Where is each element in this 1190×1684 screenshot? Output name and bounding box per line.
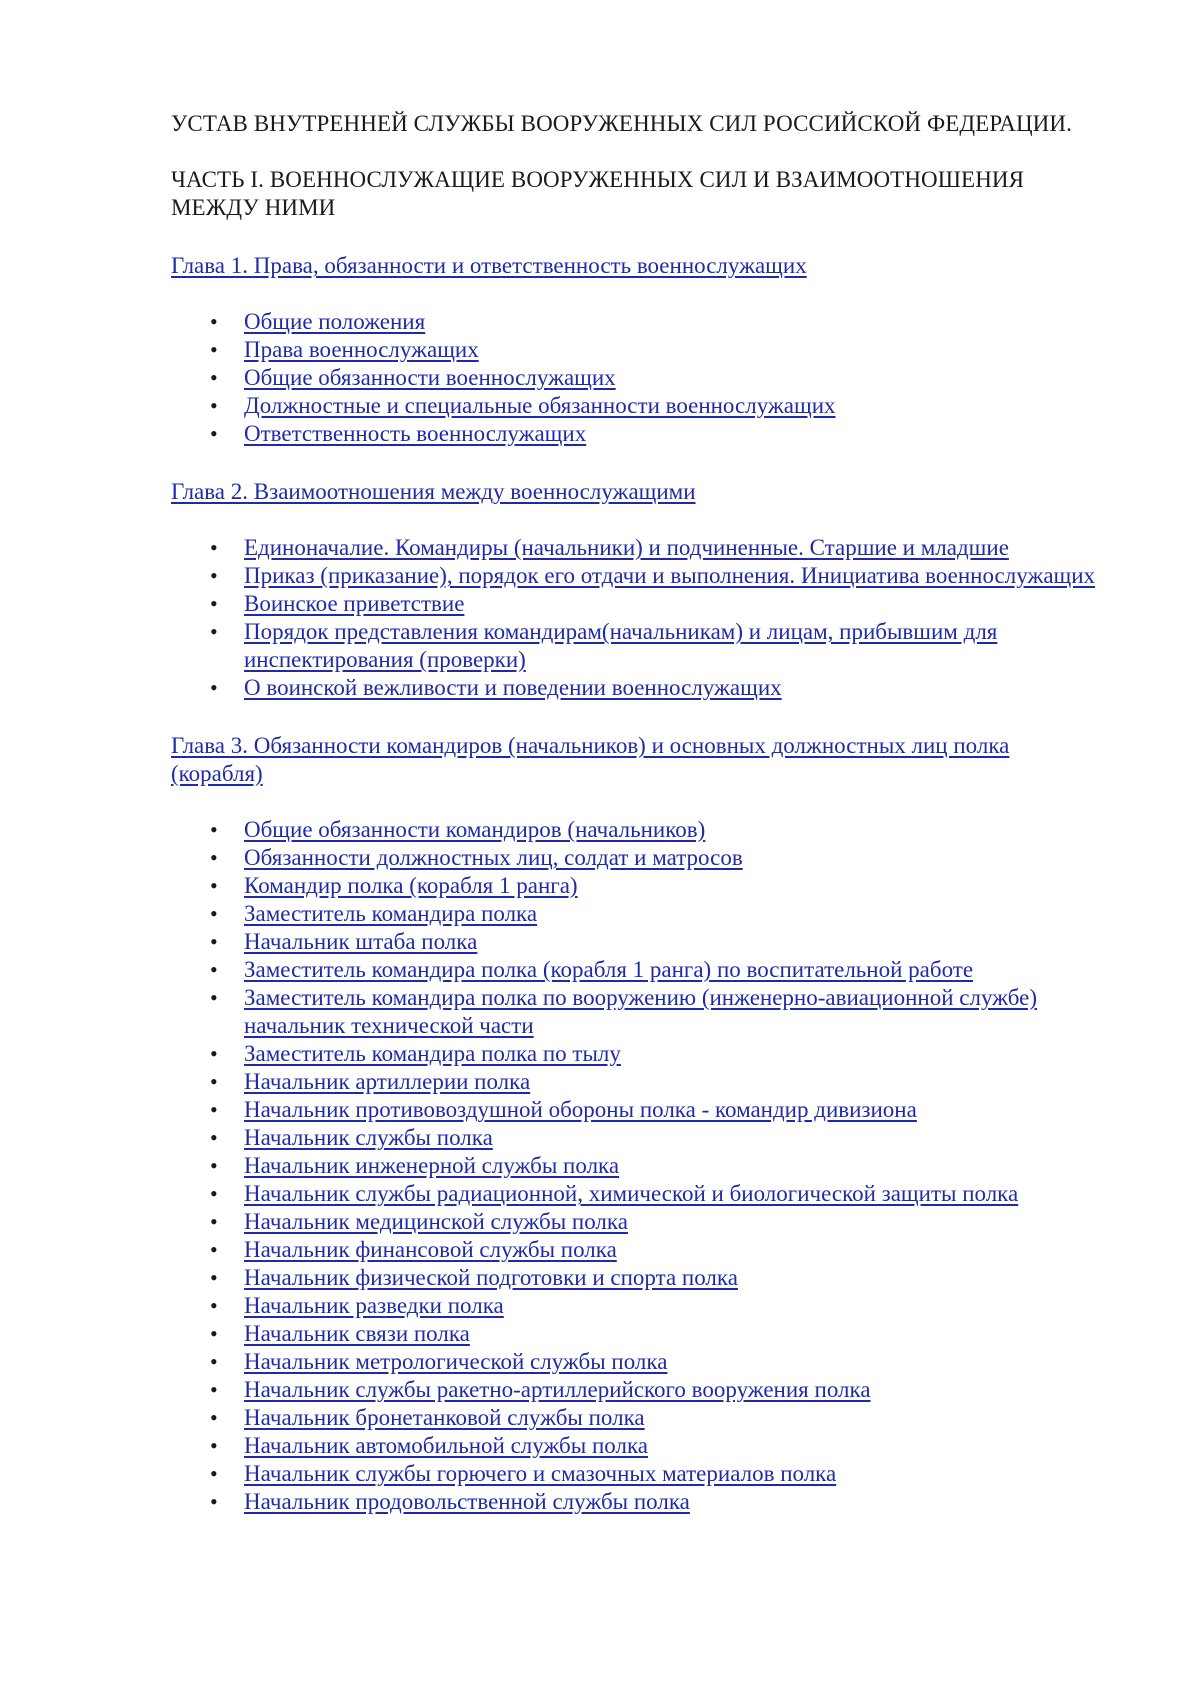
bullet-icon: • bbox=[210, 957, 218, 982]
section-link[interactable]: Начальник метрологической службы полка bbox=[244, 1349, 668, 1374]
list-item bbox=[171, 1320, 1101, 1348]
list-item bbox=[171, 420, 1101, 448]
section-link[interactable]: Должностные и специальные обязанности военнослужащих bbox=[244, 393, 836, 418]
bullet-icon: • bbox=[210, 309, 218, 334]
list-item bbox=[171, 816, 1101, 844]
section-link[interactable]: Начальник автомобильной службы полка bbox=[244, 1433, 648, 1458]
chapter-3 bbox=[171, 732, 1101, 1516]
bullet-icon: • bbox=[210, 563, 218, 588]
bullet-icon: • bbox=[210, 1069, 218, 1094]
section-link[interactable]: Ответственность военнослужащих bbox=[244, 421, 587, 446]
list-item bbox=[171, 984, 1101, 1040]
section-link[interactable]: Начальник противовоздушной обороны полка - командир дивизиона bbox=[244, 1097, 917, 1122]
chapter-link-3[interactable]: Глава 3. Обязанности командиров (начальников) и основных должностных лиц полка (корабля) bbox=[171, 733, 1010, 786]
section-link[interactable]: Начальник разведки полка bbox=[244, 1293, 504, 1318]
section-link[interactable]: Начальник физической подготовки и спорта полка bbox=[244, 1265, 738, 1290]
bullet-icon: • bbox=[210, 901, 218, 926]
list-item bbox=[171, 900, 1101, 928]
section-link[interactable]: Приказ (приказание), порядок его отдачи и выполнения. Инициатива военнослужащих bbox=[244, 563, 1096, 588]
section-link[interactable]: О воинской вежливости и поведении военнослужащих bbox=[244, 675, 782, 700]
list-item bbox=[171, 928, 1101, 956]
section-link[interactable]: Общие обязанности военнослужащих bbox=[244, 365, 616, 390]
section-link[interactable]: Командир полка (корабля 1 ранга) bbox=[244, 873, 578, 898]
list-item bbox=[171, 1404, 1101, 1432]
section-link[interactable]: Начальник инженерной службы полка bbox=[244, 1153, 620, 1178]
section-link[interactable]: Общие обязанности командиров (начальников) bbox=[244, 817, 706, 842]
list-item bbox=[171, 1264, 1101, 1292]
list-item bbox=[171, 1376, 1101, 1404]
bullet-icon: • bbox=[210, 845, 218, 870]
list-item bbox=[171, 364, 1101, 392]
bullet-icon: • bbox=[210, 817, 218, 842]
section-link[interactable]: Заместитель командира полка (корабля 1 ранга) по воспитательной работе bbox=[244, 957, 974, 982]
list-item bbox=[171, 308, 1101, 336]
list-item bbox=[171, 562, 1101, 590]
section-list bbox=[171, 534, 1101, 702]
bullet-icon: • bbox=[210, 1293, 218, 1318]
list-item bbox=[171, 956, 1101, 984]
bullet-icon: • bbox=[210, 365, 218, 390]
section-link[interactable]: Заместитель командира полка по тылу bbox=[244, 1041, 621, 1066]
bullet-icon: • bbox=[210, 1349, 218, 1374]
list-item bbox=[171, 1124, 1101, 1152]
bullet-icon: • bbox=[210, 1321, 218, 1346]
list-item bbox=[171, 392, 1101, 420]
bullet-icon: • bbox=[210, 1461, 218, 1486]
bullet-icon: • bbox=[210, 1405, 218, 1430]
bullet-icon: • bbox=[210, 1265, 218, 1290]
bullet-icon: • bbox=[210, 675, 218, 700]
section-link[interactable]: Начальник штаба полка bbox=[244, 929, 478, 954]
list-item bbox=[171, 1096, 1101, 1124]
bullet-icon: • bbox=[210, 1209, 218, 1234]
list-item bbox=[171, 1292, 1101, 1320]
list-item bbox=[171, 1152, 1101, 1180]
chapter-link-2[interactable]: Глава 2. Взаимоотношения между военнослужащими bbox=[171, 479, 696, 504]
section-link[interactable]: Единоначалие. Командиры (начальники) и подчиненные. Старшие и младшие bbox=[244, 535, 1009, 560]
bullet-icon: • bbox=[210, 619, 218, 644]
list-item bbox=[171, 1432, 1101, 1460]
list-item bbox=[171, 1208, 1101, 1236]
section-link[interactable]: Начальник службы радиационной, химической и биологической защиты полка bbox=[244, 1181, 1019, 1206]
list-item bbox=[171, 336, 1101, 364]
section-link[interactable]: Права военнослужащих bbox=[244, 337, 479, 362]
list-item bbox=[171, 590, 1101, 618]
chapter-1 bbox=[171, 252, 1101, 448]
chapter-link-1[interactable]: Глава 1. Права, обязанности и ответственность военнослужащих bbox=[171, 253, 807, 278]
section-link[interactable]: Начальник финансовой службы полка bbox=[244, 1237, 617, 1262]
section-link[interactable]: Воинское приветствие bbox=[244, 591, 465, 616]
list-item bbox=[171, 844, 1101, 872]
list-item bbox=[171, 1180, 1101, 1208]
bullet-icon: • bbox=[210, 337, 218, 362]
section-list bbox=[171, 308, 1101, 448]
document-title: УСТАВ ВНУТРЕННЕЙ СЛУЖБЫ ВООРУЖЕННЫХ СИЛ РОССИЙСКОЙ ФЕДЕРАЦИИ. bbox=[171, 111, 1072, 136]
section-link[interactable]: Начальник медицинской службы полка bbox=[244, 1209, 628, 1234]
list-item bbox=[171, 674, 1101, 702]
section-link[interactable]: Общие положения bbox=[244, 309, 426, 334]
bullet-icon: • bbox=[210, 1237, 218, 1262]
part-title: ЧАСТЬ I. ВОЕННОСЛУЖАЩИЕ ВООРУЖЕННЫХ СИЛ И ВЗАИМООТНОШЕНИЯ МЕЖДУ НИМИ bbox=[171, 167, 1025, 220]
bullet-icon: • bbox=[210, 1125, 218, 1150]
section-link[interactable]: Порядок представления командирам(начальникам) и лицам, прибывшим для инспектирования (проверки) bbox=[244, 619, 998, 672]
list-item bbox=[171, 1488, 1101, 1516]
section-link[interactable]: Начальник службы горючего и смазочных материалов полка bbox=[244, 1461, 837, 1486]
section-link[interactable]: Начальник бронетанковой службы полка bbox=[244, 1405, 645, 1430]
bullet-icon: • bbox=[210, 1377, 218, 1402]
bullet-icon: • bbox=[210, 873, 218, 898]
bullet-icon: • bbox=[210, 985, 218, 1010]
bullet-icon: • bbox=[210, 1489, 218, 1514]
section-link[interactable]: Заместитель командира полка по вооружению (инженерно-авиационной службе) начальник технической части bbox=[244, 985, 1038, 1038]
section-link[interactable]: Обязанности должностных лиц, солдат и матросов bbox=[244, 845, 743, 870]
list-item bbox=[171, 1068, 1101, 1096]
section-link[interactable]: Начальник связи полка bbox=[244, 1321, 470, 1346]
bullet-icon: • bbox=[210, 421, 218, 446]
list-item bbox=[171, 1348, 1101, 1376]
bullet-icon: • bbox=[210, 591, 218, 616]
section-link[interactable]: Начальник продовольственной службы полка bbox=[244, 1489, 690, 1514]
list-item bbox=[171, 618, 1101, 674]
section-link[interactable]: Начальник службы полка bbox=[244, 1125, 493, 1150]
bullet-icon: • bbox=[210, 1097, 218, 1122]
chapters-container bbox=[171, 252, 1101, 1516]
section-link[interactable]: Заместитель командира полка bbox=[244, 901, 538, 926]
section-link[interactable]: Начальник службы ракетно-артиллерийского вооружения полка bbox=[244, 1377, 871, 1402]
bullet-icon: • bbox=[210, 1433, 218, 1458]
document-page bbox=[171, 110, 1101, 1516]
list-item bbox=[171, 534, 1101, 562]
list-item bbox=[171, 1040, 1101, 1068]
bullet-icon: • bbox=[210, 1041, 218, 1066]
section-list bbox=[171, 816, 1101, 1516]
list-item bbox=[171, 1460, 1101, 1488]
chapter-2 bbox=[171, 478, 1101, 702]
bullet-icon: • bbox=[210, 535, 218, 560]
section-link[interactable]: Начальник артиллерии полка bbox=[244, 1069, 531, 1094]
bullet-icon: • bbox=[210, 1153, 218, 1178]
list-item bbox=[171, 872, 1101, 900]
bullet-icon: • bbox=[210, 393, 218, 418]
list-item bbox=[171, 1236, 1101, 1264]
bullet-icon: • bbox=[210, 929, 218, 954]
bullet-icon: • bbox=[210, 1181, 218, 1206]
